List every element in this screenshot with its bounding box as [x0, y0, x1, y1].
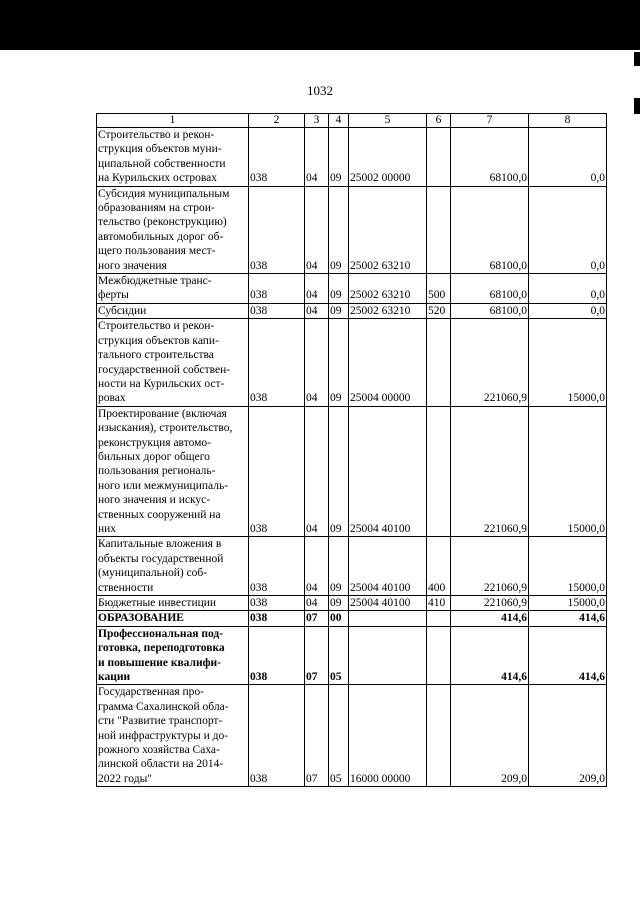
ministry-code-cell: 038	[249, 274, 305, 304]
amount-2022-cell: 15000,0	[529, 537, 607, 596]
section-code-cell: 04	[305, 186, 329, 273]
table-row	[97, 186, 607, 273]
target-article-cell: 25002 63210	[349, 303, 427, 318]
expense-type-cell: 500	[427, 274, 451, 304]
amount-2021-cell: 414,6	[451, 611, 529, 626]
header-cell: 8	[529, 114, 607, 128]
section-code-cell: 04	[305, 406, 329, 537]
amount-2021-cell: 68100,0	[451, 186, 529, 273]
row-name-cell: Проектирование (включая изыскания), строительство, реконструкция автомо- бильных дорог общего пользования региональ- ного или межмуниципаль- ного значения и искус- ственных сооружений на них	[97, 406, 249, 537]
section-code-cell: 07	[305, 685, 329, 787]
subsection-code-cell: 00	[329, 611, 349, 626]
ministry-code-cell: 038	[249, 611, 305, 626]
row-name-cell: Государственная про- грамма Сахалинской обла- сти "Развитие транспорт- ной инфраструктуры и до- рожного хозяйства Саха- линской области на 2014- 2022 годы"	[97, 685, 249, 787]
target-article-cell: 25004 40100	[349, 596, 427, 611]
table-row	[97, 274, 607, 304]
expense-type-cell	[427, 319, 451, 406]
section-code-cell: 04	[305, 537, 329, 596]
table-row	[97, 128, 607, 187]
scan-top-border	[0, 0, 640, 50]
amount-2022-cell: 0,0	[529, 274, 607, 304]
ministry-code-cell: 038	[249, 128, 305, 187]
row-name-cell: ОБРАЗОВАНИЕ	[97, 611, 249, 626]
ministry-code-cell: 038	[249, 626, 305, 685]
section-code-cell: 04	[305, 274, 329, 304]
amount-2022-cell: 414,6	[529, 626, 607, 685]
amount-2021-cell: 414,6	[451, 626, 529, 685]
amount-2022-cell: 0,0	[529, 128, 607, 187]
expense-type-cell	[427, 626, 451, 685]
header-cell: 2	[249, 114, 305, 128]
table-row	[97, 406, 607, 537]
header-cell: 4	[329, 114, 349, 128]
header-cell: 1	[97, 114, 249, 128]
target-article-cell: 25004 40100	[349, 537, 427, 596]
table-row	[97, 626, 607, 685]
header-cell: 7	[451, 114, 529, 128]
subsection-code-cell: 09	[329, 406, 349, 537]
row-name-cell: Субсидия муниципальным образованиям на строи- тельство (реконструкцию) автомобильных дорог об- щего пользования мест- ного значения	[97, 186, 249, 273]
header-cell: 6	[427, 114, 451, 128]
header-cell: 5	[349, 114, 427, 128]
expense-type-cell	[427, 611, 451, 626]
expense-type-cell: 520	[427, 303, 451, 318]
subsection-code-cell: 09	[329, 596, 349, 611]
target-article-cell: 25002 63210	[349, 274, 427, 304]
row-name-cell: Межбюджетные транс- ферты	[97, 274, 249, 304]
amount-2022-cell: 15000,0	[529, 596, 607, 611]
row-name-cell: Профессиональная под- готовка, переподготовка и повышение квалифи- кации	[97, 626, 249, 685]
ministry-code-cell: 038	[249, 596, 305, 611]
table-row	[97, 685, 607, 787]
amount-2021-cell: 221060,9	[451, 406, 529, 537]
expense-type-cell	[427, 186, 451, 273]
table-row	[97, 596, 607, 611]
budget-table	[96, 113, 607, 787]
target-article-cell: 25004 00000	[349, 319, 427, 406]
amount-2022-cell: 15000,0	[529, 319, 607, 406]
amount-2021-cell: 68100,0	[451, 274, 529, 304]
amount-2021-cell: 221060,9	[451, 596, 529, 611]
amount-2021-cell: 221060,9	[451, 537, 529, 596]
row-name-cell: Строительство и рекон- струкция объектов муни- ципальной собственности на Курильских островах	[97, 128, 249, 187]
row-name-cell: Субсидии	[97, 303, 249, 318]
amount-2022-cell: 0,0	[529, 186, 607, 273]
section-code-cell: 04	[305, 303, 329, 318]
ministry-code-cell: 038	[249, 186, 305, 273]
amount-2021-cell: 221060,9	[451, 319, 529, 406]
scan-edge-mark	[634, 52, 640, 66]
subsection-code-cell: 09	[329, 537, 349, 596]
amount-2021-cell: 209,0	[451, 685, 529, 787]
row-name-cell: Строительство и рекон- струкция объектов капи- тального строительства государственной собствен- ности на Курильских ост- ровах	[97, 319, 249, 406]
scan-edge-mark	[634, 98, 640, 114]
expense-type-cell: 400	[427, 537, 451, 596]
section-code-cell: 04	[305, 128, 329, 187]
amount-2022-cell: 209,0	[529, 685, 607, 787]
target-article-cell	[349, 626, 427, 685]
target-article-cell: 16000 00000	[349, 685, 427, 787]
header-row	[97, 114, 607, 128]
target-article-cell	[349, 611, 427, 626]
amount-2022-cell: 15000,0	[529, 406, 607, 537]
ministry-code-cell: 038	[249, 537, 305, 596]
section-code-cell: 07	[305, 611, 329, 626]
subsection-code-cell: 09	[329, 274, 349, 304]
expense-type-cell: 410	[427, 596, 451, 611]
table-row	[97, 303, 607, 318]
target-article-cell: 25002 63210	[349, 186, 427, 273]
row-name-cell: Бюджетные инвестиции	[97, 596, 249, 611]
expense-type-cell	[427, 685, 451, 787]
subsection-code-cell: 05	[329, 626, 349, 685]
subsection-code-cell: 09	[329, 303, 349, 318]
section-code-cell: 04	[305, 319, 329, 406]
page-number: 1032	[307, 83, 333, 98]
ministry-code-cell: 038	[249, 685, 305, 787]
expense-type-cell	[427, 128, 451, 187]
header-cell: 3	[305, 114, 329, 128]
subsection-code-cell: 09	[329, 319, 349, 406]
target-article-cell: 25004 40100	[349, 406, 427, 537]
row-name-cell: Капитальные вложения в объекты государственной (муниципальной) соб- ственности	[97, 537, 249, 596]
subsection-code-cell: 09	[329, 128, 349, 187]
amount-2022-cell: 0,0	[529, 303, 607, 318]
amount-2021-cell: 68100,0	[451, 128, 529, 187]
ministry-code-cell: 038	[249, 406, 305, 537]
subsection-code-cell: 09	[329, 186, 349, 273]
subsection-code-cell: 05	[329, 685, 349, 787]
table-row	[97, 537, 607, 596]
section-code-cell: 07	[305, 626, 329, 685]
expense-type-cell	[427, 406, 451, 537]
table-row	[97, 319, 607, 406]
amount-2022-cell: 414,6	[529, 611, 607, 626]
ministry-code-cell: 038	[249, 303, 305, 318]
amount-2021-cell: 68100,0	[451, 303, 529, 318]
table-row	[97, 611, 607, 626]
section-code-cell: 04	[305, 596, 329, 611]
ministry-code-cell: 038	[249, 319, 305, 406]
target-article-cell: 25002 00000	[349, 128, 427, 187]
